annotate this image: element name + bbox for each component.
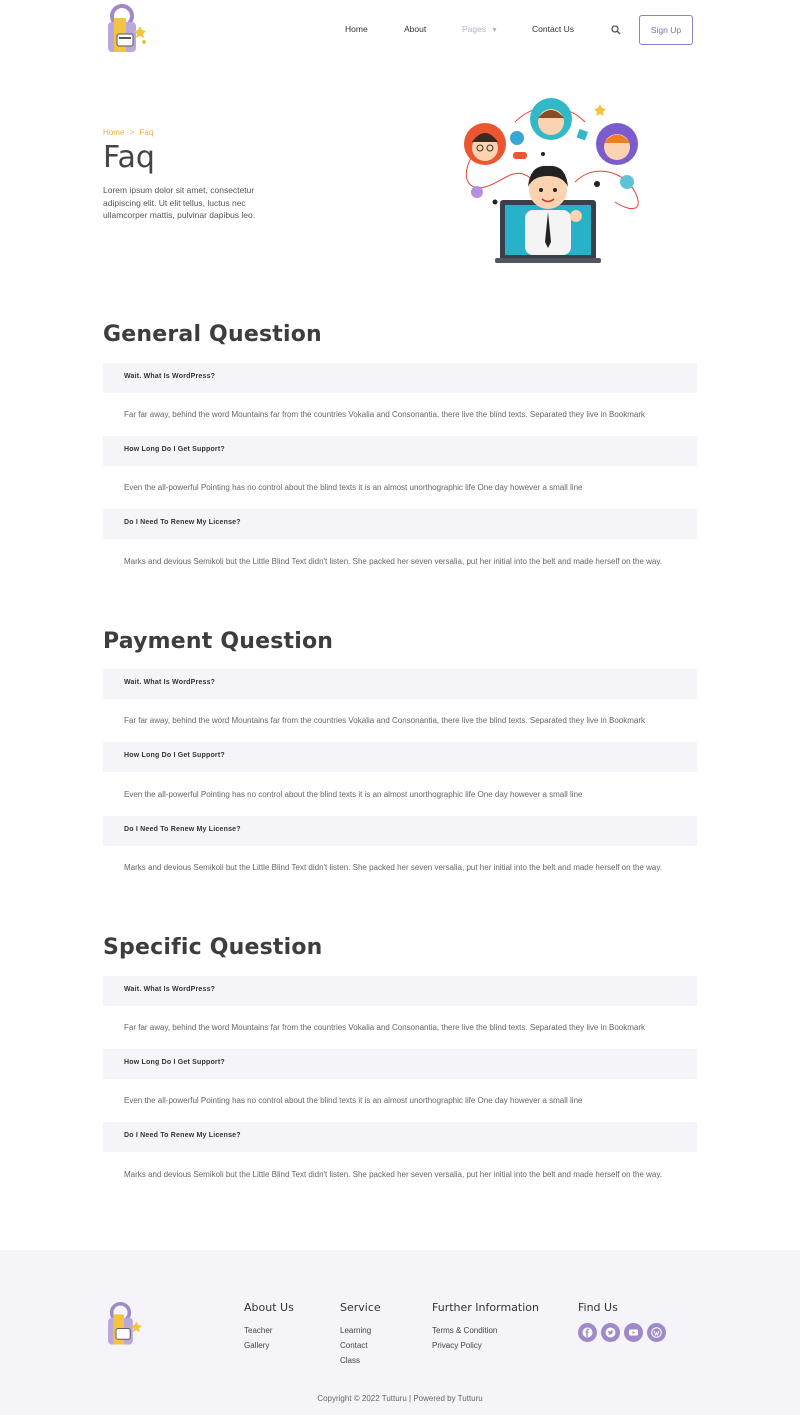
breadcrumb-current: Faq bbox=[139, 128, 154, 137]
hero-illustration bbox=[455, 92, 645, 267]
site-footer bbox=[0, 1250, 800, 1415]
section-title-general: General Question bbox=[103, 322, 322, 347]
faq-question-text: Wait. What Is WordPress? bbox=[124, 679, 216, 686]
footer-link[interactable]: Class bbox=[340, 1356, 361, 1365]
footer-service-title: Service bbox=[340, 1301, 381, 1314]
section-title-specific: Specific Question bbox=[103, 935, 323, 960]
facebook-icon[interactable] bbox=[578, 1323, 597, 1342]
faq-question-toggle[interactable] bbox=[103, 742, 697, 772]
footer-link[interactable]: Terms & Condition bbox=[432, 1326, 498, 1335]
faq-question-toggle[interactable] bbox=[103, 509, 697, 539]
faq-answer: Far far away, behind the word Mountains far from the countries Vokalia and Consonantia, there live the blind texts. Separated they live in Bookmark bbox=[124, 1023, 646, 1032]
signup-button[interactable]: Sign Up bbox=[639, 15, 693, 45]
faq-question-text: Wait. What Is WordPress? bbox=[124, 986, 216, 993]
search-icon[interactable] bbox=[611, 25, 621, 35]
faq-answer: Even the all-powerful Pointing has no control about the blind texts it is an almost unorthographic life One day however a small line bbox=[124, 790, 583, 799]
section-title-payment: Payment Question bbox=[103, 629, 334, 654]
faq-question-text: How Long Do I Get Support? bbox=[124, 446, 225, 453]
copyright-text: Copyright © 2022 Tutturu | Powered by Tutturu bbox=[317, 1394, 483, 1403]
footer-service-column bbox=[340, 1301, 381, 1368]
footer-link[interactable]: Privacy Policy bbox=[432, 1341, 482, 1350]
page-title: Faq bbox=[103, 140, 155, 175]
breadcrumb bbox=[103, 128, 153, 137]
footer-about-title: About Us bbox=[244, 1301, 294, 1314]
footer-further-title: Further Information bbox=[432, 1301, 539, 1314]
faq-answer: Marks and devious Semikoli but the Little Blind Text didn't listen. She packed her seven versalia, put her initial into the belt and made herself on the way. bbox=[124, 863, 662, 872]
nav-home[interactable]: Home bbox=[345, 24, 368, 34]
faq-question-text: Do I Need To Renew My License? bbox=[124, 1132, 241, 1139]
youtube-icon[interactable] bbox=[624, 1323, 643, 1342]
faq-answer: Marks and devious Semikoli but the Little Blind Text didn't listen. She packed her seven versalia, put her initial into the belt and made herself on the way. bbox=[124, 1170, 662, 1179]
faq-question-toggle[interactable] bbox=[103, 436, 697, 466]
nav-about[interactable]: About bbox=[404, 24, 427, 34]
faq-question-toggle[interactable] bbox=[103, 669, 697, 699]
nav-pages[interactable] bbox=[462, 24, 498, 34]
chevron-down-icon: ▼ bbox=[491, 27, 499, 34]
faq-question-toggle[interactable] bbox=[103, 1122, 697, 1152]
breadcrumb-separator: > bbox=[129, 128, 135, 137]
faq-answer: Even the all-powerful Pointing has no control about the blind texts it is an almost unorthographic life One day however a small line bbox=[124, 1096, 583, 1105]
faq-question-text: Do I Need To Renew My License? bbox=[124, 826, 241, 833]
faq-question-toggle[interactable] bbox=[103, 976, 697, 1006]
faq-question-text: How Long Do I Get Support? bbox=[124, 752, 225, 759]
nav-contact[interactable]: Contact Us bbox=[532, 24, 575, 34]
faq-question-toggle[interactable] bbox=[103, 363, 697, 393]
faq-question-text: Wait. What Is WordPress? bbox=[124, 373, 216, 380]
faq-answer: Far far away, behind the word Mountains far from the countries Vokalia and Consonantia, there live the blind texts. Separated they live in Bookmark bbox=[124, 716, 646, 725]
faq-answer: Even the all-powerful Pointing has no control about the blind texts it is an almost unorthographic life One day however a small line bbox=[124, 483, 583, 492]
footer-link[interactable]: Contact bbox=[340, 1341, 368, 1350]
wordpress-icon[interactable] bbox=[647, 1323, 666, 1342]
footer-about-column bbox=[244, 1301, 294, 1353]
footer-further-column bbox=[432, 1301, 539, 1353]
nav-pages-label: Pages bbox=[462, 24, 487, 34]
faq-answer: Marks and devious Semikoli but the Little Blind Text didn't listen. She packed her seven versalia, put her initial into the belt and made herself on the way. bbox=[124, 557, 662, 566]
breadcrumb-home[interactable]: Home bbox=[103, 128, 125, 137]
faq-question-text: Do I Need To Renew My License? bbox=[124, 519, 241, 526]
footer-logo[interactable] bbox=[102, 1302, 146, 1348]
footer-find-title: Find Us bbox=[578, 1301, 618, 1314]
social-links bbox=[578, 1323, 666, 1342]
site-header bbox=[0, 0, 800, 62]
hero-description: Lorem ipsum dolor sit amet, consectetur adipiscing elit. Ut elit tellus, luctus nec ullamcorper mattis, pulvinar dapibus leo. bbox=[103, 185, 256, 220]
faq-answer: Far far away, behind the word Mountains far from the countries Vokalia and Consonantia, there live the blind texts. Separated they live in Bookmark bbox=[124, 410, 646, 419]
footer-find-column bbox=[578, 1301, 666, 1342]
footer-link[interactable]: Gallery bbox=[244, 1341, 270, 1350]
footer-link[interactable]: Learning bbox=[340, 1326, 372, 1335]
faq-question-text: How Long Do I Get Support? bbox=[124, 1059, 225, 1066]
faq-question-toggle[interactable] bbox=[103, 1049, 697, 1079]
faq-question-toggle[interactable] bbox=[103, 816, 697, 846]
twitter-icon[interactable] bbox=[601, 1323, 620, 1342]
footer-link[interactable]: Teacher bbox=[244, 1326, 273, 1335]
